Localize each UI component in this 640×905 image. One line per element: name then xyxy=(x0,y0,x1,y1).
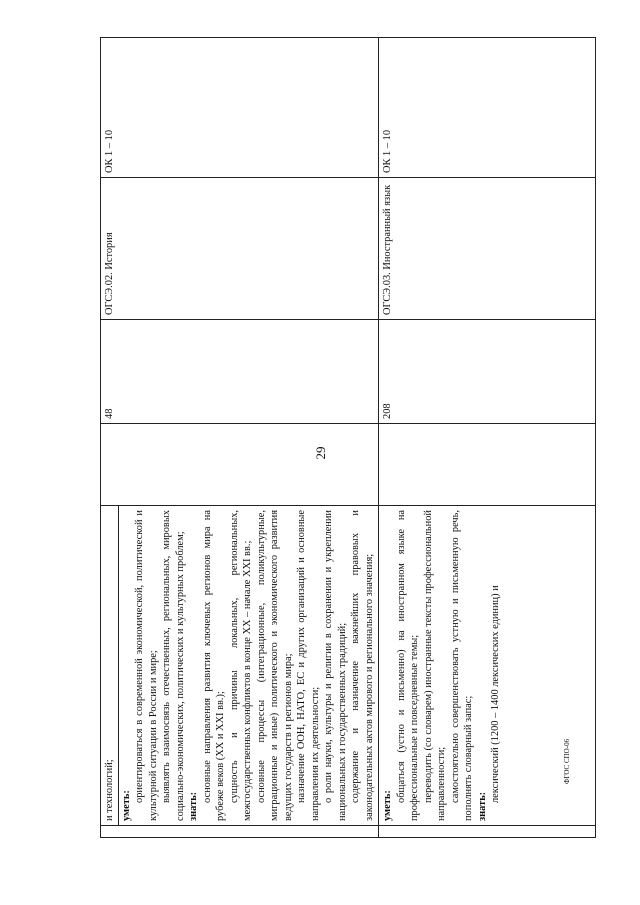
index-cell xyxy=(379,826,596,838)
list-item: основные процессы (интеграционные, поликультурные, миграционные и иные) политического и экономического развития ведущих государств и регионов мира; xyxy=(255,510,294,821)
index-cell xyxy=(101,826,379,838)
curriculum-table xyxy=(100,37,596,838)
page-number: 29 xyxy=(313,446,328,460)
list-item: лексический (1200 – 1400 лексических единиц) и xyxy=(490,585,502,803)
hours-cell: 208 xyxy=(379,320,596,424)
list-item: о роли науки, культуры и религии в сохранении и укреплении национальных и государственных традиций; xyxy=(323,510,348,821)
list-item: основные направления развития ключевых регионов мира на рубеже веков (XX и XXI вв.); xyxy=(201,510,227,821)
list-item: общаться (устно и письменно) на иностранном языке на профессиональные и повседневные темы; xyxy=(395,510,421,821)
table-row xyxy=(101,38,379,838)
lead-text: и технологий; xyxy=(104,759,115,821)
max-load-cell xyxy=(379,424,596,506)
znat-label: знать: xyxy=(476,791,488,821)
competencies-cell: ОК 1 – 10 xyxy=(101,38,379,178)
list-item: ориентироваться в современной экономической, политической и культурной ситуации в России и мире; xyxy=(134,510,159,821)
max-load-cell xyxy=(101,424,379,506)
list-item: самостоятельно совершенствовать устную и письменную речь, пополнять словарный запас; xyxy=(449,510,475,821)
curriculum-table-container xyxy=(100,38,530,838)
discipline-cell: ОГСЭ.02. История xyxy=(101,178,379,320)
footer-text: ФГОС СПО-06 xyxy=(563,738,571,784)
list-item: содержание и назначение важнейших правовых и законодательных актов мирового и регионального значения; xyxy=(350,510,375,821)
hours-cell: 48 xyxy=(101,320,379,424)
umet-label: уметь: xyxy=(120,790,132,821)
umet-label: уметь: xyxy=(382,790,394,821)
list-item: выявлять взаимосвязь отечественных, региональных, мировых социально-экономических, политических и культурных проблем; xyxy=(161,510,186,821)
competencies-cell: ОК 1 – 10 xyxy=(379,38,596,178)
znat-label: знать: xyxy=(188,791,200,821)
discipline-cell: ОГСЭ.03. Иностранный язык xyxy=(379,178,596,320)
content-cell xyxy=(101,506,379,826)
list-item: переводить (со словарем) иностранные тексты профессиональной направленности; xyxy=(422,510,448,821)
list-item: сущность и причины локальных, региональных, межгосударственных конфликтов в конце XX – начале XXI вв.; xyxy=(228,510,254,821)
list-item: назначение ООН, НАТО, ЕС и других организаций и основные направления их деятельности; xyxy=(296,510,321,821)
